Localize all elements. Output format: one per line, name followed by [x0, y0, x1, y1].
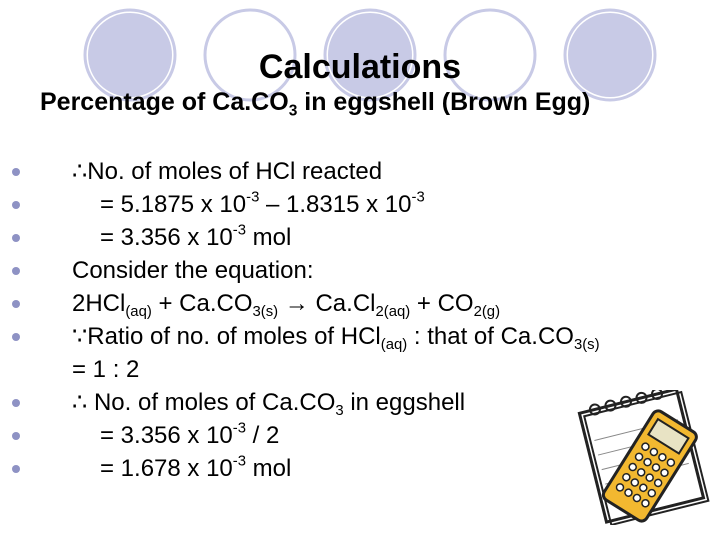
bullet-dot: [12, 465, 20, 473]
bullet-dot: [12, 168, 20, 176]
list-item: = 5.1875 x $10^{-3} - 1.8315$ x $10^{-3}$: [12, 188, 602, 221]
list-item: = 3.356 x $10^{-3} / 2$: [12, 419, 602, 452]
bullet-list: [12, 155, 602, 485]
list-item: ∵Ratio of no. of moles of HCl$_{(aq)}$ : that of $Ca.CO_{3(s)} = 1$ : 2: [12, 320, 602, 386]
bullet-dot: [12, 399, 20, 407]
bullet-dot: [12, 201, 20, 209]
list-item: = 1.678 x $10^{-3}$ mol: [12, 452, 602, 485]
bullet-dot: [12, 300, 20, 308]
slide-title: Calculations: [258, 48, 462, 86]
bullet-dot: [12, 432, 20, 440]
list-item: ∴No. of moles of HCl reacted: [12, 155, 602, 188]
list-item: = 3.356 x $10^{-3}$ mol: [12, 221, 602, 254]
list-item: Consider the equation:: [12, 254, 602, 287]
slide-subtitle: Percentage of $Ca.CO_3$ in eggshell (Brown Egg): [40, 88, 591, 120]
bullet-dot: [12, 333, 20, 341]
list-item: ∴ No. of moles of $Ca.CO_3$ in eggshell: [12, 386, 602, 419]
calculator-notepad-image: [570, 390, 710, 525]
bullet-dot: [12, 267, 20, 275]
list-item: $2HCl_{(aq)} + Ca.CO_{3(s)} \to Ca.Cl_{2(aq)} + CO_{2(g)}$: [12, 287, 602, 320]
bullet-dot: [12, 234, 20, 242]
